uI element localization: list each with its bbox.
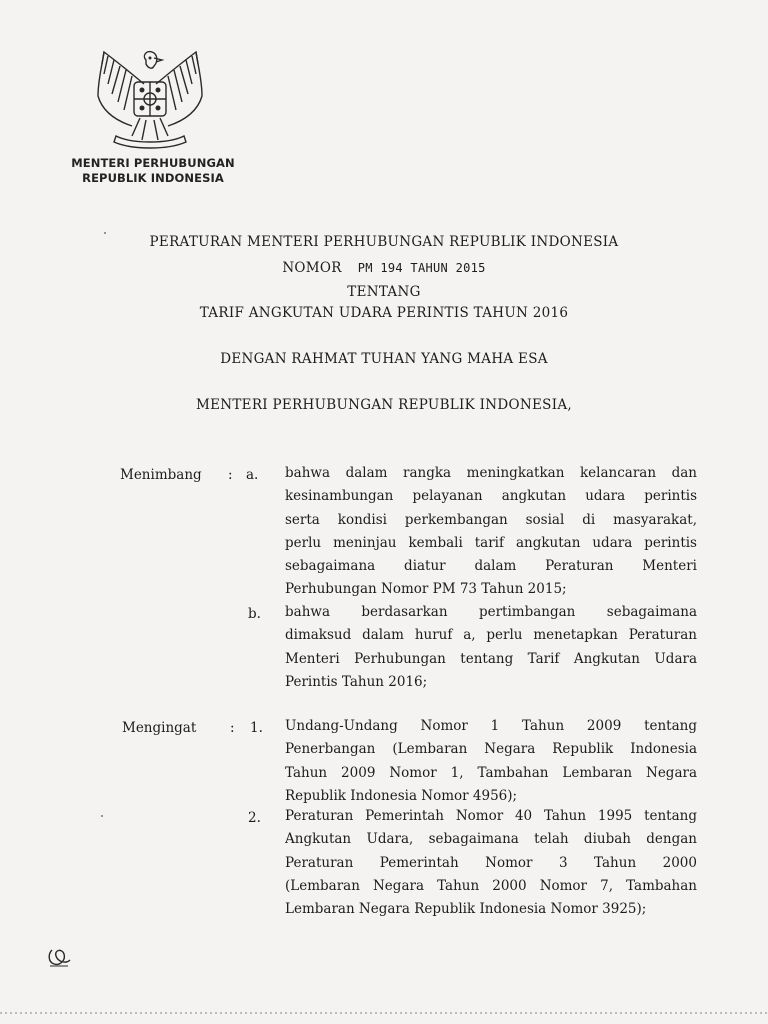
tentang-heading: TENTANG [347,284,421,300]
nomor-value: PM 194 TAHUN 2015 [357,261,486,275]
regulation-subject: TARIF ANGKUTAN UDARA PERINTIS TAHUN 2016 [199,305,569,321]
menimbang-label: Menimbang [120,467,202,483]
text-line: Peraturan Pemerintah Nomor 40 Tahun 1995 tentang [285,808,697,824]
scan-speck [101,815,103,817]
text-line: Perintis Tahun 2016; [285,673,428,690]
mengingat-marker-2: 2. [248,810,261,826]
text-line: Tahun 2009 Nomor 1, Tambahan Lembaran Negara [285,764,697,781]
menimbang-marker-b: b. [248,606,261,622]
ministry-line-2: REPUBLIK INDONESIA [82,171,224,185]
text-line: Republik Indonesia Nomor 4956); [285,787,518,804]
menimbang-marker-a: a. [246,467,259,483]
text-line: bahwa dalam rangka meningkatkan kelancaran dan [285,465,697,481]
ministry-heading [68,156,238,186]
text-line: Undang-Undang Nomor 1 Tahun 2009 tentang [285,718,697,734]
text-line: Lembaran Negara Republik Indonesia Nomor 3925); [285,901,647,918]
menimbang-item-b [285,601,697,694]
page-bottom-edge [0,1012,768,1014]
text-line: bahwa berdasarkan pertimbangan sebagaimana [285,604,697,620]
mengingat-colon: : [230,720,235,736]
text-line: dimaksud dalam huruf a, perlu menetapkan Peraturan [285,627,697,644]
mengingat-item-1 [285,715,697,808]
text-line: Menteri Perhubungan tentang Tarif Angkutan Udara [285,650,697,667]
garuda-emblem-icon [92,44,208,152]
text-line: (Lembaran Negara Tahun 2000 Nomor 7, Tambahan [285,877,697,894]
menimbang-item-a [285,462,697,602]
text-line: Angkutan Udara, sebagaimana telah diubah dengan [285,831,697,848]
ministry-line-1: MENTERI PERHUBUNGAN [71,156,235,170]
authority-line: MENTERI PERHUBUNGAN REPUBLIK INDONESIA, [195,397,572,413]
blessing-line: DENGAN RAHMAT TUHAN YANG MAHA ESA [220,351,548,367]
menimbang-colon: : [228,467,233,483]
mengingat-label: Mengingat [122,720,197,736]
text-line: perlu meninjau kembali tarif angkutan udara perintis [285,534,697,551]
scan-speck [104,232,106,234]
text-line: Penerbangan (Lembaran Negara Republik Indonesia [285,741,697,758]
regulation-title: PERATURAN MENTERI PERHUBUNGAN REPUBLIK INDONESIA [149,234,619,250]
handwritten-initial-icon [44,944,74,970]
mengingat-item-2 [285,805,697,921]
nomor-label: NOMOR [282,260,342,276]
text-line: Peraturan Pemerintah Nomor 3 Tahun 2000 [285,854,697,871]
text-line: kesinambungan pelayanan angkutan udara perintis [285,488,697,505]
regulation-number [0,260,768,276]
text-line: Perhubungan Nomor PM 73 Tahun 2015; [285,581,567,598]
text-line: serta kondisi perkembangan sosial di masyarakat, [285,511,697,528]
mengingat-marker-1: 1. [250,720,263,736]
text-line: sebagaimana diatur dalam Peraturan Menteri [285,558,697,575]
